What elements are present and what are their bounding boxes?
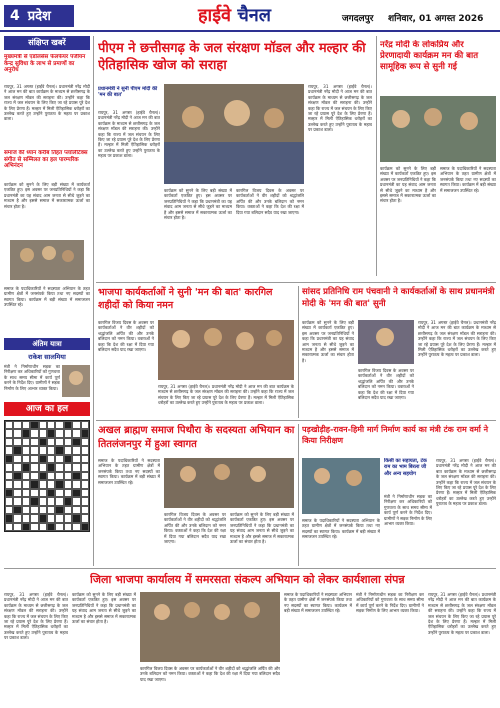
crossword-cell [39, 506, 47, 514]
crossword-cell [47, 489, 55, 497]
crossword-cell [39, 523, 47, 531]
crossword-cell [81, 438, 89, 446]
story4-body-col2: कारगिल विजय दिवस के अवसर पर कार्यकर्ताओं ने वीर शहीदों को श्रद्धांजलि अर्पित की और उनके बलिदान को नमन किया। वक्ताओं ने कहा कि देश की रक्षा में दिया गया बलिदान सदैव याद रखा जाएगा। [164, 512, 226, 545]
crossword-cell [39, 455, 47, 463]
story5-body-col3: समाज के पदाधिकारियों ने सदस्यता अभियान के तहत ग्रामीण क्षेत्रों में जनसंपर्क किया तथा नए सदस्यों का स्वागत किया। कार्यक्रम में बड़ी संख्या में समाजजन उपस्थित रहे। [302, 518, 380, 540]
crossword-cell [5, 455, 13, 463]
crossword-cell [47, 438, 55, 446]
crossword-cell [39, 514, 47, 522]
issue-date: शनिवार, 01 अगस्त 2026 [388, 14, 484, 24]
crossword-cell [30, 455, 38, 463]
story4-body-col3: कार्यक्रम को सुनने के लिए बड़ी संख्या में कार्यकर्ता एकत्रित हुए। इस अवसर पर जनप्रतिनिधियों ने कहा कि प्रधानमंत्री का यह संवाद आम जनता से सीधे जुड़ने का माध्यम है और इससे समाज में सकारात्मक ऊर्जा का संचार होता है। [230, 512, 294, 545]
crossword-cell [81, 429, 89, 437]
story3-body-col1: कार्यक्रम को सुनने के लिए बड़ी संख्या में कार्यकर्ता एकत्रित हुए। इस अवसर पर जनप्रतिनिधियों ने कहा कि प्रधानमंत्री का यह संवाद आम जनता से सीधे जुड़ने का माध्यम है और इससे समाज में सकारात्मक ऊर्जा का संचार होता है। [302, 320, 354, 363]
page-number-badge [4, 5, 74, 27]
crossword-cell [55, 421, 63, 429]
crossword-cell [64, 497, 72, 505]
tribute-photo [62, 365, 90, 397]
crossword-cell [47, 455, 55, 463]
crossword-cell [22, 421, 30, 429]
brief-title: संक्षिप्त खबरें [28, 38, 66, 47]
crossword-cell [22, 489, 30, 497]
crossword-cell [47, 480, 55, 488]
column-divider [93, 36, 94, 566]
crossword-cell [47, 506, 55, 514]
crossword-cell [64, 463, 72, 471]
story3-headline: सांसद प्रतिनिधि राम पंचवानी ने कार्यकर्ताओं के साथ प्रधानमंत्री मोदी के 'मन की बात' सुनी [302, 287, 495, 309]
crossword-cell [13, 455, 21, 463]
crossword-cell [64, 506, 72, 514]
crossword-cell [72, 523, 80, 531]
crossword-cell [30, 472, 38, 480]
crossword-cell [55, 506, 63, 514]
crossword-cell [22, 438, 30, 446]
lead-headline: पीएम ने छत्तीसगढ़ के जल संरक्षण मॉडल और मल्हार की ऐतिहासिक खोज को सराहा [98, 41, 366, 73]
story2-body-2: रायपुर, 31 अगस्त (हाईवे चैनल)। प्रधानमंत्री नरेंद्र मोदी ने आज मन की बात कार्यक्रम के माध्यम से छत्तीसगढ़ के जल संरक्षण मॉडल की सराहना की। उन्होंने कहा कि राज्य में जल संचयन के लिए किए जा रहे प्रयास पूरे देश के लिए प्रेरणा हैं। मल्हार में मिली ऐतिहासिक धरोहरों का उल्लेख करते हुए उन्होंने पुरातत्व के महत्व पर प्रकाश डाला। [158, 384, 294, 406]
masthead-rule [0, 30, 500, 32]
crossword-cell [13, 506, 21, 514]
crossword-cell [64, 523, 72, 531]
story2-headline: भाजपा कार्यकर्ताओं ने सुनी 'मन की बात' कारगिल शहीदों को किया नमन [98, 287, 273, 311]
crossword-cell [5, 421, 13, 429]
crossword-cell [55, 438, 63, 446]
brief2-headline: समाज की ध्यान करीब तिहत प्लालिटिक्स संगीत से सम्मिलत का हल पारम्परिक अभिनंदन [4, 150, 88, 170]
masthead [0, 0, 500, 32]
side-headline: नरेंद्र मोदी के लोकप्रिय और प्रेरणादायी कार्यक्रम मन की बात सामूहिक रूप से सुनी गई [380, 40, 479, 72]
crossword-cell [5, 472, 13, 480]
crossword-cell [22, 480, 30, 488]
lead-photo [164, 84, 304, 184]
bottom-body-col5: मंत्री ने निर्माणाधीन सड़क का निरीक्षण कर अधिकारियों को गुणवत्ता के साथ समय सीमा में कार्य पूर्ण करने के निर्देश दिए। ग्रामीणों ने सड़क निर्माण के लिए आभार व्यक्त किया। [356, 592, 424, 614]
crossword-cell [22, 463, 30, 471]
crossword-cell [72, 455, 80, 463]
crossword-cell [39, 497, 47, 505]
crossword-title: आज का हल [25, 404, 69, 414]
crossword-cell [55, 514, 63, 522]
crossword-cell [72, 480, 80, 488]
story5-body-col1: मंत्री ने निर्माणाधीन सड़क का निरीक्षण कर अधिकारियों को गुणवत्ता के साथ समय सीमा में कार्य पूर्ण करने के निर्देश दिए। ग्रामीणों ने सड़क निर्माण के लिए आभार व्यक्त किया। [384, 494, 432, 527]
crossword-cell [39, 472, 47, 480]
crossword-cell [39, 446, 47, 454]
crossword-cell [55, 523, 63, 531]
crossword-cell [22, 506, 30, 514]
story5-body-col2: रायपुर, 31 अगस्त (हाईवे चैनल)। प्रधानमंत्री नरेंद्र मोदी ने आज मन की बात कार्यक्रम के माध्यम से छत्तीसगढ़ के जल संरक्षण मॉडल की सराहना की। उन्होंने कहा कि राज्य में जल संचयन के लिए किए जा रहे प्रयास पूरे देश के लिए प्रेरणा हैं। मल्हार में मिली ऐतिहासिक धरोहरों का उल्लेख करते हुए उन्होंने पुरातत्व के महत्व पर प्रकाश डाला। [436, 458, 496, 507]
brief1-body: रायपुर, 31 अगस्त (हाईवे चैनल)। प्रधानमंत्री नरेंद्र मोदी ने आज मन की बात कार्यक्रम के माध्यम से छत्तीसगढ़ के जल संरक्षण मॉडल की सराहना की। उन्होंने कहा कि राज्य में जल संचयन के लिए किए जा रहे प्रयास पूरे देश के लिए प्रेरणा हैं। मल्हार में मिली ऐतिहासिक धरोहरों का उल्लेख करते हुए उन्होंने पुरातत्व के महत्व पर प्रकाश डाला। [4, 84, 90, 122]
crossword-cell [22, 523, 30, 531]
brand-part1: हाईवे [198, 5, 232, 26]
section-name: प्रदेश [27, 9, 51, 24]
section-rule-1 [96, 282, 496, 283]
crossword-cell [55, 480, 63, 488]
section-rule-2 [96, 420, 496, 421]
story5-subhead: किसी का सहायता, टंक राम का भाम बिरला जी और अन्य सहयोग [384, 458, 427, 477]
tribute-body: मंत्री ने निर्माणाधीन सड़क का निरीक्षण कर अधिकारियों को गुणवत्ता के साथ समय सीमा में कार्य पूर्ण करने के निर्देश दिए। ग्रामीणों ने सड़क निर्माण के लिए आभार व्यक्त किया। [4, 364, 60, 391]
crossword-cell [47, 472, 55, 480]
crossword-cell [5, 429, 13, 437]
story5-headline: पड़खोड़ीह-रावन-हिमी मार्ग निर्माण कार्य का मंत्री टंक राम वर्मा ने किया निरीक्षण [302, 425, 489, 445]
bottom-photo [140, 592, 280, 662]
crossword-cell [5, 514, 13, 522]
bottom-body-col2: कार्यक्रम को सुनने के लिए बड़ी संख्या में कार्यकर्ता एकत्रित हुए। इस अवसर पर जनप्रतिनिधियों ने कहा कि प्रधानमंत्री का यह संवाद आम जनता से सीधे जुड़ने का माध्यम है और इससे समाज में सकारात्मक ऊर्जा का संचार होता है। [72, 592, 136, 625]
crossword-cell [72, 514, 80, 522]
crossword-cell [39, 489, 47, 497]
crossword-cell [13, 514, 21, 522]
crossword-cell [30, 489, 38, 497]
crossword-cell [47, 523, 55, 531]
crossword-cell [64, 514, 72, 522]
crossword-cell [22, 472, 30, 480]
lead-body-col4: रायपुर, 31 अगस्त (हाईवे चैनल)। प्रधानमंत्री नरेंद्र मोदी ने आज मन की बात कार्यक्रम के माध्यम से छत्तीसगढ़ के जल संरक्षण मॉडल की सराहना की। उन्होंने कहा कि राज्य में जल संचयन के लिए किए जा रहे प्रयास पूरे देश के लिए प्रेरणा हैं। मल्हार में मिली ऐतिहासिक धरोहरों का उल्लेख करते हुए उन्होंने पुरातत्व के महत्व पर प्रकाश डाला। [308, 84, 372, 133]
bottom-headline: जिला भाजपा कार्यालय में समरसता संकल्प अभियान को लेकर कार्यशाला संपन्न [90, 573, 405, 586]
crossword-cell [22, 446, 30, 454]
crossword-cell [22, 455, 30, 463]
crossword-cell [64, 455, 72, 463]
crossword-cell [39, 480, 47, 488]
crossword-cell [13, 480, 21, 488]
story4-body-col1: समाज के पदाधिकारियों ने सदस्यता अभियान के तहत ग्रामीण क्षेत्रों में जनसंपर्क किया तथा नए सदस्यों का स्वागत किया। कार्यक्रम में बड़ी संख्या में समाजजन उपस्थित रहे। [98, 458, 160, 485]
lead-body-col1: रायपुर, 31 अगस्त (हाईवे चैनल)। प्रधानमंत्री नरेंद्र मोदी ने आज मन की बात कार्यक्रम के माध्यम से छत्तीसगढ़ के जल संरक्षण मॉडल की सराहना की। उन्होंने कहा कि राज्य में जल संचयन के लिए किए जा रहे प्रयास पूरे देश के लिए प्रेरणा हैं। मल्हार में मिली ऐतिहासिक धरोहरों का उल्लेख करते हुए उन्होंने पुरातत्व के महत्व पर प्रकाश डाला। [98, 110, 160, 159]
crossword-cell [13, 497, 21, 505]
brief2-photo [10, 240, 84, 280]
crossword-cell [81, 472, 89, 480]
crossword-cell [81, 523, 89, 531]
crossword-cell [47, 429, 55, 437]
crossword-cell [81, 446, 89, 454]
right-divider [376, 36, 377, 276]
crossword-cell [30, 446, 38, 454]
crossword-cell [64, 421, 72, 429]
crossword-cell [64, 472, 72, 480]
crossword-cell [47, 514, 55, 522]
edition-city: जगदलपुर [342, 14, 374, 24]
crossword-cell [81, 506, 89, 514]
crossword-cell [72, 472, 80, 480]
crossword-cell [55, 455, 63, 463]
lead-subhead: प्रधानमंत्री ने सुनी पीएम मोदी की 'मन की बात' [98, 86, 158, 98]
crossword-cell [55, 497, 63, 505]
crossword-cell [72, 463, 80, 471]
brand-logo [198, 3, 271, 27]
crossword-cell [72, 506, 80, 514]
crossword-cell [55, 446, 63, 454]
crossword-cell [30, 523, 38, 531]
story3-body-col2: कारगिल विजय दिवस के अवसर पर कार्यकर्ताओं ने वीर शहीदों को श्रद्धांजलि अर्पित की और उनके बलिदान को नमन किया। वक्ताओं ने कहा कि देश की रक्षा में दिया गया बलिदान सदैव याद रखा जाएगा। [358, 368, 414, 401]
crossword-cell [72, 421, 80, 429]
lead-body-col3: कारगिल विजय दिवस के अवसर पर कार्यकर्ताओं ने वीर शहीदों को श्रद्धांजलि अर्पित की और उनके बलिदान को नमन किया। वक्ताओं ने कहा कि देश की रक्षा में दिया गया बलिदान सदैव याद रखा जाएगा। [236, 188, 304, 215]
brief1-headline: मुख्यमंत्री से एडोलसेंस फेलफेयर पंजीयन केन्द्र सुविधा के लाभ से प्रमाणों का अनुरोध [4, 54, 86, 74]
crossword-cell [72, 446, 80, 454]
story2-body: कारगिल विजय दिवस के अवसर पर कार्यकर्ताओं ने वीर शहीदों को श्रद्धांजलि अर्पित की और उनके बलिदान को नमन किया। वक्ताओं ने कहा कि देश की रक्षा में दिया गया बलिदान सदैव याद रखा जाएगा। [98, 320, 154, 353]
crossword-cell [81, 421, 89, 429]
brief-title-bar [4, 36, 90, 50]
crossword-cell [81, 455, 89, 463]
crossword-cell [39, 429, 47, 437]
story3-body-col3: रायपुर, 31 अगस्त (हाईवे चैनल)। प्रधानमंत्री नरेंद्र मोदी ने आज मन की बात कार्यक्रम के माध्यम से छत्तीसगढ़ के जल संरक्षण मॉडल की सराहना की। उन्होंने कहा कि राज्य में जल संचयन के लिए किए जा रहे प्रयास पूरे देश के लिए प्रेरणा हैं। मल्हार में मिली ऐतिहासिक धरोहरों का उल्लेख करते हुए उन्होंने पुरातत्व के महत्व पर प्रकाश डाला। [418, 320, 496, 358]
crossword-cell [5, 506, 13, 514]
side-photo [380, 96, 496, 162]
crossword-cell [72, 438, 80, 446]
crossword-cell [64, 429, 72, 437]
crossword-cell [72, 489, 80, 497]
brief3-body: समाज के पदाधिकारियों ने सदस्यता अभियान के तहत ग्रामीण क्षेत्रों में जनसंपर्क किया तथा नए सदस्यों का स्वागत किया। कार्यक्रम में बड़ी संख्या में समाजजन उपस्थित रहे। [4, 286, 90, 308]
crossword-grid [4, 420, 90, 532]
crossword-cell [30, 463, 38, 471]
crossword-cell [47, 446, 55, 454]
crossword-cell [30, 438, 38, 446]
crossword-cell [13, 429, 21, 437]
crossword-cell [13, 472, 21, 480]
lead-body-col2: कार्यक्रम को सुनने के लिए बड़ी संख्या में कार्यकर्ता एकत्रित हुए। इस अवसर पर जनप्रतिनिधियों ने कहा कि प्रधानमंत्री का यह संवाद आम जनता से सीधे जुड़ने का माध्यम है और इससे समाज में सकारात्मक ऊर्जा का संचार होता है। [164, 188, 232, 221]
crossword-cell [30, 421, 38, 429]
crossword-cell [22, 497, 30, 505]
story5-photo [302, 458, 380, 514]
crossword-cell [30, 497, 38, 505]
crossword-cell [5, 463, 13, 471]
crossword-cell [5, 523, 13, 531]
story4-headline: अखल ब्राह्मण समाज पिथौरा के सदस्यता अभियान का तितलंजनपुर में हुआ स्वागत [98, 425, 295, 450]
crossword-cell [55, 472, 63, 480]
crossword-cell [81, 463, 89, 471]
crossword-cell [39, 463, 47, 471]
crossword-cell [13, 438, 21, 446]
crossword-cell [47, 463, 55, 471]
crossword-cell [5, 497, 13, 505]
brand-part2: चैनल [237, 5, 271, 26]
crossword-cell [5, 438, 13, 446]
story4-photo [164, 458, 294, 508]
crossword-cell [13, 446, 21, 454]
crossword-cell [30, 506, 38, 514]
crossword-cell [64, 446, 72, 454]
story3-divider [298, 286, 299, 418]
crossword-cell [64, 489, 72, 497]
page-number: 4 [10, 8, 20, 24]
crossword-cell [72, 497, 80, 505]
crossword-cell [13, 523, 21, 531]
crossword-cell [55, 463, 63, 471]
crossword-cell [81, 489, 89, 497]
crossword-cell [64, 438, 72, 446]
crossword-cell [47, 421, 55, 429]
crossword-cell [5, 489, 13, 497]
crossword-cell [13, 421, 21, 429]
crossword-cell [22, 514, 30, 522]
crossword-cell [30, 429, 38, 437]
story5-divider [298, 424, 299, 566]
bottom-body-col4: समाज के पदाधिकारियों ने सदस्यता अभियान के तहत ग्रामीण क्षेत्रों में जनसंपर्क किया तथा नए सदस्यों का स्वागत किया। कार्यक्रम में बड़ी संख्या में समाजजन उपस्थित रहे। [284, 592, 352, 614]
crossword-cell [55, 429, 63, 437]
section-rule-3 [4, 568, 496, 569]
brief2-body: कार्यक्रम को सुनने के लिए बड़ी संख्या में कार्यकर्ता एकत्रित हुए। इस अवसर पर जनप्रतिनिधियों ने कहा कि प्रधानमंत्री का यह संवाद आम जनता से सीधे जुड़ने का माध्यम है और इससे समाज में सकारात्मक ऊर्जा का संचार होता है। [4, 182, 90, 209]
tribute-title-bar [4, 338, 90, 350]
crossword-cell [5, 480, 13, 488]
story3-photo [358, 320, 414, 364]
crossword-cell [81, 480, 89, 488]
tribute-name: राकेश सालमिया [28, 353, 66, 361]
crossword-cell [30, 480, 38, 488]
crossword-cell [30, 514, 38, 522]
tribute-title: अंतिम यात्रा [32, 340, 62, 348]
side-body-col2: समाज के पदाधिकारियों ने सदस्यता अभियान के तहत ग्रामीण क्षेत्रों में जनसंपर्क किया तथा नए सदस्यों का स्वागत किया। कार्यक्रम में बड़ी संख्या में समाजजन उपस्थित रहे। [440, 166, 496, 193]
crossword-cell [81, 514, 89, 522]
crossword-cell [64, 480, 72, 488]
crossword-cell [81, 497, 89, 505]
side-body-col1: कार्यक्रम को सुनने के लिए बड़ी संख्या में कार्यकर्ता एकत्रित हुए। इस अवसर पर जनप्रतिनिधियों ने कहा कि प्रधानमंत्री का यह संवाद आम जनता से सीधे जुड़ने का माध्यम है और इससे समाज में सकारात्मक ऊर्जा का संचार होता है। [380, 166, 436, 204]
crossword-cell [55, 489, 63, 497]
crossword-cell [5, 446, 13, 454]
bottom-body-col3: कारगिल विजय दिवस के अवसर पर कार्यकर्ताओं ने वीर शहीदों को श्रद्धांजलि अर्पित की और उनके बलिदान को नमन किया। वक्ताओं ने कहा कि देश की रक्षा में दिया गया बलिदान सदैव याद रखा जाएगा। [140, 666, 280, 682]
crossword-cell [13, 463, 21, 471]
crossword-title-bar [4, 402, 90, 416]
crossword-cell [39, 438, 47, 446]
crossword-cell [13, 489, 21, 497]
crossword-cell [22, 429, 30, 437]
bottom-body-col1: रायपुर, 31 अगस्त (हाईवे चैनल)। प्रधानमंत्री नरेंद्र मोदी ने आज मन की बात कार्यक्रम के माध्यम से छत्तीसगढ़ के जल संरक्षण मॉडल की सराहना की। उन्होंने कहा कि राज्य में जल संचयन के लिए किए जा रहे प्रयास पूरे देश के लिए प्रेरणा हैं। मल्हार में मिली ऐतिहासिक धरोहरों का उल्लेख करते हुए उन्होंने पुरातत्व के महत्व पर प्रकाश डाला। [4, 592, 68, 641]
crossword-cell [39, 421, 47, 429]
crossword-cell [47, 497, 55, 505]
crossword-cell [72, 429, 80, 437]
bottom-body-col6: रायपुर, 31 अगस्त (हाईवे चैनल)। प्रधानमंत्री नरेंद्र मोदी ने आज मन की बात कार्यक्रम के माध्यम से छत्तीसगढ़ के जल संरक्षण मॉडल की सराहना की। उन्होंने कहा कि राज्य में जल संचयन के लिए किए जा रहे प्रयास पूरे देश के लिए प्रेरणा हैं। मल्हार में मिली ऐतिहासिक धरोहरों का उल्लेख करते हुए उन्होंने पुरातत्व के महत्व पर प्रकाश डाला। [428, 592, 496, 635]
story2-photo [158, 320, 294, 380]
